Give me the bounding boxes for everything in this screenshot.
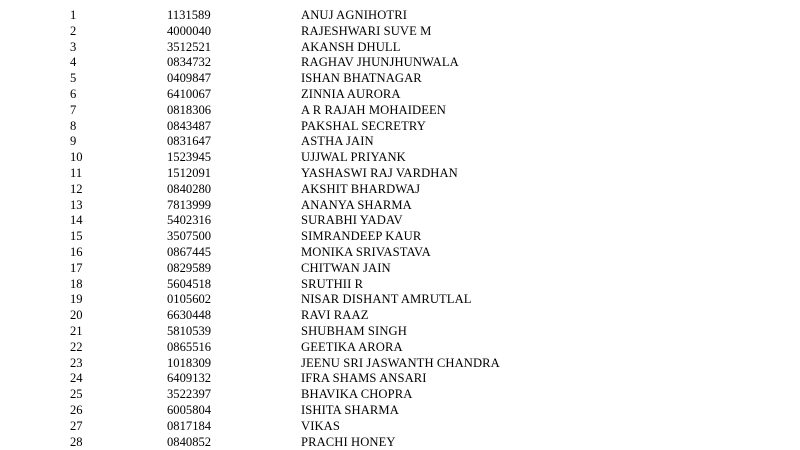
serial-number: 1	[70, 8, 77, 22]
candidate-name: IFRA SHAMS ANSARI	[301, 371, 427, 386]
roll-number: 0867445	[167, 244, 212, 259]
roll-number: 0843487	[167, 118, 212, 133]
list-row	[0, 403, 800, 419]
candidate-name: CHITWAN JAIN	[301, 260, 391, 275]
serial-number: 22	[70, 339, 83, 354]
list-row	[0, 119, 800, 135]
roll-number: 6410067	[167, 86, 212, 101]
list-row	[0, 134, 800, 150]
list-row	[0, 324, 800, 340]
roll-number: 3512521	[167, 39, 212, 54]
candidate-name: PRACHI HONEY	[301, 434, 396, 449]
candidate-name: RAGHAV JHUNJHUNWALA	[301, 55, 459, 70]
roll-number: 0105602	[167, 292, 212, 307]
roll-number: 5604518	[167, 276, 212, 291]
serial-number: 12	[70, 181, 83, 196]
roll-number: 0818306	[167, 102, 212, 117]
serial-number: 3	[70, 39, 77, 54]
roll-number: 1523945	[167, 150, 212, 165]
candidate-name: AKSHIT BHARDWAJ	[301, 181, 421, 196]
serial-number: 17	[70, 260, 83, 275]
serial-number: 25	[70, 387, 83, 402]
candidate-name: MONIKA SRIVASTAVA	[301, 244, 431, 259]
list-row	[0, 356, 800, 372]
roll-number: 0865516	[167, 339, 212, 354]
serial-number: 16	[70, 244, 83, 259]
serial-number: 14	[70, 213, 83, 228]
roll-number: 1131589	[167, 8, 211, 22]
serial-number: 18	[70, 276, 83, 291]
roll-number: 0409847	[167, 71, 212, 86]
roll-number: 1512091	[167, 165, 212, 180]
roll-number: 6630448	[167, 308, 212, 323]
roll-number: 1018309	[167, 355, 212, 370]
candidate-name: ISHAN BHATNAGAR	[301, 71, 422, 86]
candidate-name: JEENU SRI JASWANTH CHANDRA	[301, 355, 500, 370]
roll-number: 7813999	[167, 197, 212, 212]
roll-number: 3522397	[167, 387, 212, 402]
candidate-name: SHUBHAM SINGH	[301, 323, 407, 338]
roll-number: 5402316	[167, 213, 212, 228]
list-row	[0, 198, 800, 214]
list-row	[0, 24, 800, 40]
serial-number: 24	[70, 371, 83, 386]
serial-number: 27	[70, 418, 83, 433]
list-row	[0, 340, 800, 356]
list-row	[0, 40, 800, 56]
result-list	[0, 8, 800, 450]
list-row	[0, 103, 800, 119]
serial-number: 2	[70, 23, 77, 38]
candidate-name: ANANYA SHARMA	[301, 197, 412, 212]
candidate-name: ZINNIA AURORA	[301, 86, 401, 101]
serial-number: 11	[70, 165, 83, 180]
serial-number: 26	[70, 402, 83, 417]
list-row	[0, 229, 800, 245]
candidate-name: SURABHI YADAV	[301, 213, 403, 228]
serial-number: 19	[70, 292, 83, 307]
list-row	[0, 371, 800, 387]
serial-number: 15	[70, 229, 83, 244]
list-row	[0, 245, 800, 261]
serial-number: 6	[70, 86, 77, 101]
list-row	[0, 150, 800, 166]
candidate-name: SRUTHII R	[301, 276, 364, 291]
roll-number: 0834732	[167, 55, 212, 70]
candidate-name: ISHITA SHARMA	[301, 402, 399, 417]
candidate-name: RAVI RAAZ	[301, 308, 369, 323]
serial-number: 10	[70, 150, 83, 165]
serial-number: 8	[70, 118, 77, 133]
list-row	[0, 261, 800, 277]
serial-number: 13	[70, 197, 83, 212]
candidate-name: VIKAS	[301, 418, 340, 433]
list-row	[0, 277, 800, 293]
list-row	[0, 8, 800, 24]
candidate-name: ANUJ AGNIHOTRI	[301, 8, 407, 22]
roll-number: 3507500	[167, 229, 212, 244]
candidate-name: ASTHA JAIN	[301, 134, 374, 149]
roll-number: 0817184	[167, 418, 212, 433]
list-row	[0, 71, 800, 87]
list-row	[0, 308, 800, 324]
list-row	[0, 292, 800, 308]
roll-number: 0840852	[167, 434, 212, 449]
candidate-name: BHAVIKA CHOPRA	[301, 387, 413, 402]
serial-number: 4	[70, 55, 77, 70]
serial-number: 5	[70, 71, 77, 86]
serial-number: 21	[70, 323, 83, 338]
list-row	[0, 182, 800, 198]
serial-number: 23	[70, 355, 83, 370]
roll-number: 6409132	[167, 371, 212, 386]
roll-number: 0829589	[167, 260, 212, 275]
candidate-name: GEETIKA ARORA	[301, 339, 403, 354]
roll-number: 6005804	[167, 402, 212, 417]
candidate-name: PAKSHAL SECRETRY	[301, 118, 426, 133]
list-row	[0, 166, 800, 182]
list-row	[0, 213, 800, 229]
candidate-name: YASHASWI RAJ VARDHAN	[301, 165, 458, 180]
serial-number: 7	[70, 102, 77, 117]
candidate-name: SIMRANDEEP KAUR	[301, 229, 422, 244]
list-row	[0, 55, 800, 71]
serial-number: 9	[70, 134, 77, 149]
roll-number: 0831647	[167, 134, 212, 149]
list-row	[0, 87, 800, 103]
list-row	[0, 435, 800, 450]
roll-number: 0840280	[167, 181, 212, 196]
candidate-name: NISAR DISHANT AMRUTLAL	[301, 292, 472, 307]
serial-number: 20	[70, 308, 83, 323]
list-row	[0, 419, 800, 435]
candidate-name: A R RAJAH MOHAIDEEN	[301, 102, 446, 117]
candidate-name: AKANSH DHULL	[301, 39, 401, 54]
roll-number: 5810539	[167, 323, 212, 338]
roll-number: 4000040	[167, 23, 212, 38]
list-row	[0, 387, 800, 403]
candidate-name: UJJWAL PRIYANK	[301, 150, 406, 165]
candidate-name: RAJESHWARI SUVE M	[301, 23, 432, 38]
serial-number: 28	[70, 434, 83, 449]
